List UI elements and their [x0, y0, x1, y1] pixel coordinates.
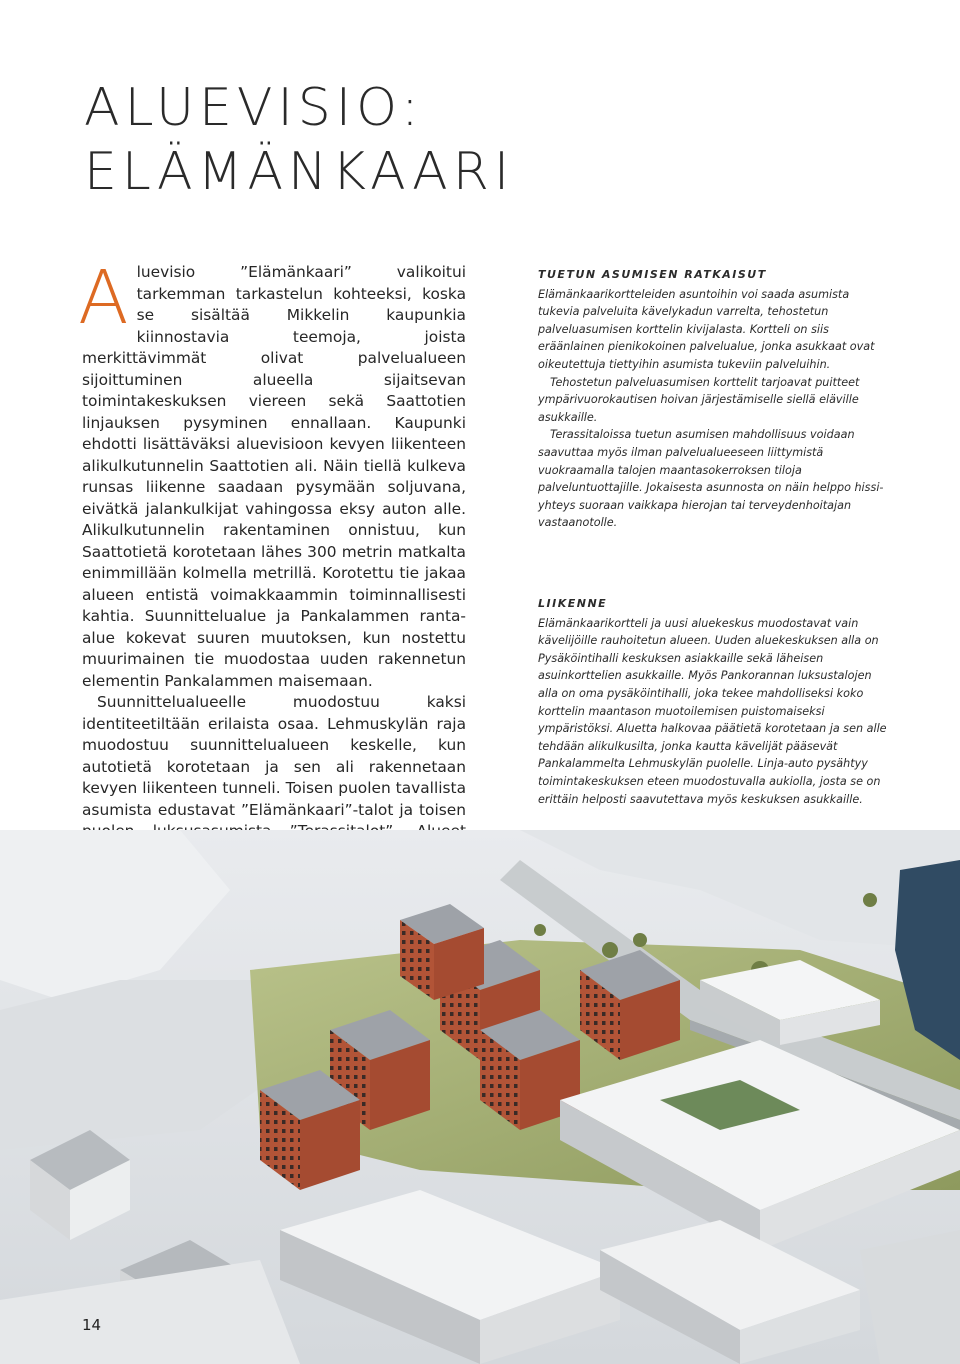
aerial-rendering-illustration [0, 830, 960, 1364]
article-paragraph-1 [78, 255, 466, 692]
main-article [78, 255, 466, 907]
page-number: 14 [82, 1316, 102, 1334]
sidebar-tuetun-asumisen [538, 266, 888, 532]
sidebar-paragraph: Elämänkaarikortteli ja uusi aluekeskus muodostavat vain kävelijöille rauhoitetun alueen. Uuden aluekeskuksen alla on Pysäköintihalli keskuksen asiakkaille sekä läheisen asuinkorttelien asukkaille. Myös Pankorannan luksustalojen alla on oma pysäköintihalli, joka tekee mahdolliseksi koko korttelin maantason muotoilemisen puistomaiseksi ympäristöksi. Aluetta halkovaa päätietä korotetaan ja sen alle tehdään alikulkusilta, jonka kautta kävelijät pääsevät Pankalammelta Lehmuskylän puolelle. Linja-auto pysähtyy toimintakeskuksen eteen muodostuvalla aukiolla, josta se on erittäin helposti saavutettava myös keskuksen asukkaille. [538, 616, 887, 806]
section-heading-liikenne: LIIKENNE [538, 597, 608, 610]
article-paragraph-2: Suunnittelualueelle muodostuu kaksi identiteetiltään erilaista osaa. Lehmuskylän raja muodostuu suunnittelualueen keskelle, kun autotietä korotetaan ja sen ali rakennetaan kevyen liikenteen tunneli. Toisen puolen tavallista asumista edustavat ”Elämänkaari”-talot ja toisen [82, 693, 466, 819]
title-line-2: ELÄMÄNKAARI [84, 142, 515, 202]
aerial-rendering-image [0, 830, 960, 1364]
sidebar-paragraph: Elämänkaarikortteleiden asuntoihin voi saada asumista tukevia palveluita kävelykadun varrelta, tehostetun palveluasumisen korttelin kivijalasta. Kortteli on siis eräänlainen pienikokoinen palvelualue, jonka asukkaat ovat oikeutettuja tiettyihin asumista tukeviin palveluihin. [538, 287, 875, 371]
sidebar-liikenne [538, 595, 888, 808]
page-title [84, 76, 644, 204]
title-line-1: ALUEVISIO: [84, 78, 424, 138]
sidebar-paragraph: Tehostetun palveluasumisen korttelit tarjoavat puitteet ympärivuorokautisen hoivan järjestämiselle siellä eläville asukkaille. [538, 375, 860, 424]
article-paragraph-1-text: luevisio ”Elämänkaari” valikoitui tarkemman tarkastelun kohteeksi, koska se sisältää Mikkelin kaupunkia kiinnostavia teemoja, joista merkittävimmät olivat palvelualueen sijoittuminen alueella sijaitsevan toimintakeskuksen viereen sekä Saattotien linjauksen pysyminen ennallaan. Kaupunki ehdotti lisättäväksi aluevisioon kevyen liikenteen alikulkutunnelin Saattotien ali. Näin tiellä kulkeva runsas liikenne saadaan pysymään soljuvana, eivätkä jalankulkijat vahingossa eksy auton alle. Alikulkutunnelin rakentaminen onnistuu, kun Saattotietä korotetaan lähes 300 metrin matkalta enimmillään kolmella metrillä. Korotettu tie jakaa alueen entistä voimakkaammin toiminnallisesti kahtia. Suunnittelualue ja Pankalammen ranta-alue kokevat suuren muutoksen, kun nostettu muurimainen tie muodostaa uuden rakennetun elementin Pankalammen maisemaan. [82, 263, 466, 690]
section-heading-tuetun: TUETUN ASUMISEN RATKAISUT [538, 268, 767, 281]
sidebar-paragraph: Terassitaloissa tuetun asumisen mahdollisuus voidaan saavuttaa myös ilman palvelualueeseen liittymistä vuokraamalla talojen maantasokerroksen tiloja palveluntuottajille. Jokaisesta asunnosta on näin helppo hissi-yhteys suoraan vaikkapa hierojan tai terveydenhoitajan vastaanotolle. [538, 428, 884, 530]
drop-cap: A [78, 255, 129, 341]
